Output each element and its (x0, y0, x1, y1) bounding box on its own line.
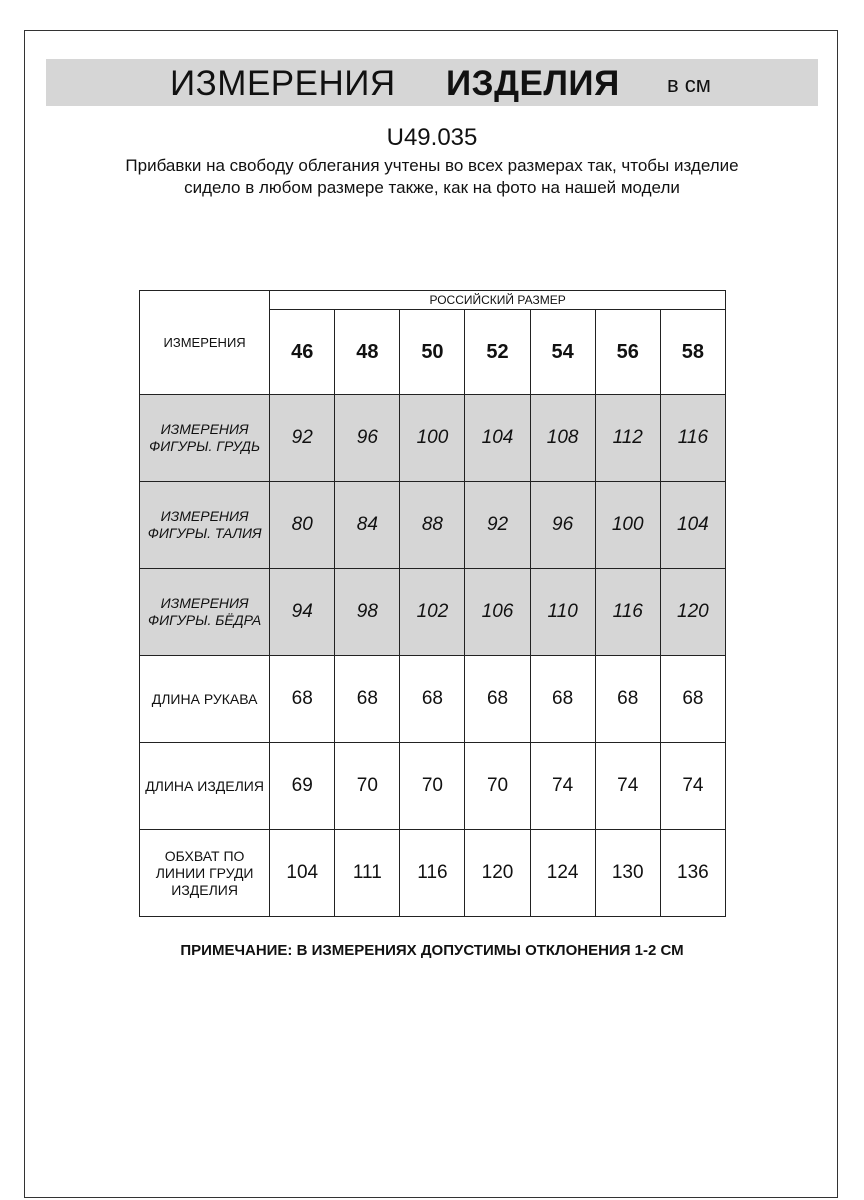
table-cell: 130 (595, 830, 660, 917)
table-cell: 106 (465, 569, 530, 656)
table-cell: 80 (270, 482, 335, 569)
row-label: ДЛИНА РУКАВА (140, 656, 270, 743)
row-label: ИЗМЕРЕНИЯ ФИГУРЫ. ГРУДЬ (140, 395, 270, 482)
table-cell: 104 (465, 395, 530, 482)
table-cell: 70 (400, 743, 465, 830)
size-table (139, 290, 726, 917)
table-cell: 102 (400, 569, 465, 656)
table-cell: 104 (660, 482, 725, 569)
table-cell: 92 (270, 395, 335, 482)
table-cell: 94 (270, 569, 335, 656)
table-cell: 68 (335, 656, 400, 743)
table-row (140, 743, 726, 830)
table-cell: 68 (660, 656, 725, 743)
article-number: U49.035 (386, 124, 478, 151)
table-cell: 88 (400, 482, 465, 569)
table-row (140, 395, 726, 482)
row-label: ОБХВАТ ПО ЛИНИИ ГРУДИ ИЗДЕЛИЯ (140, 830, 270, 917)
title-measurements: ИЗМЕРЕНИЯ (170, 64, 396, 103)
table-cell: 92 (465, 482, 530, 569)
table-cell: 74 (595, 743, 660, 830)
table-cell: 104 (270, 830, 335, 917)
fit-description: Прибавки на свободу облегания учтены во всех размерах так, чтобы изделие сидело в любом размере также, как на фото на нашей модели (125, 156, 739, 197)
title-unit: в см (667, 72, 711, 97)
table-cell: 74 (530, 743, 595, 830)
title-garment: ИЗДЕЛИЯ (446, 64, 620, 103)
table-cell: 116 (400, 830, 465, 917)
table-cell: 116 (595, 569, 660, 656)
table-cell: 108 (530, 395, 595, 482)
table-row (140, 569, 726, 656)
size-header-52: 52 (465, 310, 530, 395)
table-cell: 136 (660, 830, 725, 917)
table-cell: 116 (660, 395, 725, 482)
size-header-46: 46 (270, 310, 335, 395)
table-cell: 68 (595, 656, 660, 743)
size-header-56: 56 (595, 310, 660, 395)
table-cell: 68 (400, 656, 465, 743)
table-cell: 100 (595, 482, 660, 569)
table-row (140, 656, 726, 743)
table-cell: 96 (530, 482, 595, 569)
table-cell: 100 (400, 395, 465, 482)
size-header-48: 48 (335, 310, 400, 395)
table-cell: 96 (335, 395, 400, 482)
size-header-54: 54 (530, 310, 595, 395)
table-cell: 68 (270, 656, 335, 743)
row-label: ДЛИНА ИЗДЕЛИЯ (140, 743, 270, 830)
table-cell: 84 (335, 482, 400, 569)
table-cell: 120 (465, 830, 530, 917)
table-cell: 112 (595, 395, 660, 482)
table-cell: 111 (335, 830, 400, 917)
russian-size-header: РОССИЙСКИЙ РАЗМЕР (270, 291, 726, 310)
measurements-header: ИЗМЕРЕНИЯ (140, 291, 270, 395)
table-cell: 70 (335, 743, 400, 830)
table-cell: 110 (530, 569, 595, 656)
table-cell: 120 (660, 569, 725, 656)
tolerance-note: ПРИМЕЧАНИЕ: В ИЗМЕРЕНИЯХ ДОПУСТИМЫ ОТКЛОНЕНИЯ 1-2 СМ (180, 942, 684, 959)
table-body (140, 395, 726, 917)
table-row (140, 482, 726, 569)
table-cell: 70 (465, 743, 530, 830)
table-cell: 68 (530, 656, 595, 743)
table-cell: 69 (270, 743, 335, 830)
size-header-58: 58 (660, 310, 725, 395)
table-cell: 98 (335, 569, 400, 656)
row-label: ИЗМЕРЕНИЯ ФИГУРЫ. БЁДРА (140, 569, 270, 656)
table-cell: 124 (530, 830, 595, 917)
table-cell: 68 (465, 656, 530, 743)
table-cell: 74 (660, 743, 725, 830)
size-header-50: 50 (400, 310, 465, 395)
row-label: ИЗМЕРЕНИЯ ФИГУРЫ. ТАЛИЯ (140, 482, 270, 569)
table-row (140, 830, 726, 917)
